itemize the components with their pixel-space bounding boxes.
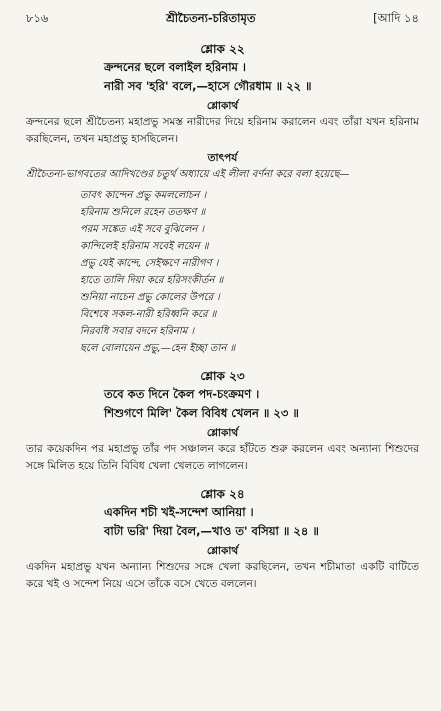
quote-line: কান্দিলেই হরিনাম সবেই লয়েন ॥ bbox=[80, 241, 209, 252]
quote-line: শুনিয়া নাচেন প্রভু কোলের উপরে । bbox=[80, 292, 220, 303]
quote-line: হাতে তালি দিয়া করে হরিসংকীর্তন ॥ bbox=[80, 275, 224, 286]
purport-label: তাৎপর্য bbox=[207, 152, 238, 164]
quote-line: বিশেষে সকল-নারী হরিধ্বনি করে ॥ bbox=[80, 309, 217, 320]
page-header bbox=[26, 10, 419, 32]
sloka-23-line-2: শিশুগণে মিলি' কৈল বিবিধ খেলন ॥ ২৩ ॥ bbox=[104, 406, 299, 420]
quote-line: প্রভু যেই কান্দে, সেইক্ষণে নারীগণ । bbox=[80, 258, 219, 269]
quote-line: ছলে বোলায়েন প্রভু,—হেন ইচ্ছা তান ॥ bbox=[80, 343, 236, 354]
section-label: [আদি ১৪ bbox=[373, 11, 419, 25]
sloka-22-translation: ক্রন্দনের ছলে শ্রীচৈতন্য মহাপ্রভু সমস্ত নারীদের দিয়ে হরিনাম করালেন এবং তাঁরা যখন হরিনাম করছিলেন, তখন মহাপ্রভু হাসছিলেন। bbox=[26, 116, 419, 145]
sloka-24-heading: শ্লোক ২৪ bbox=[200, 487, 245, 501]
quote-line: পরম সঙ্কেত এই সবে বুঝিলেন । bbox=[80, 224, 205, 235]
sloka-22-line-2: নারী সব 'হরি' বলে,—হাসে গৌরধাম ॥ ২২ ॥ bbox=[104, 79, 312, 93]
sloka-24-translation-label: শ্লোকার্থ bbox=[206, 545, 239, 557]
sloka-23-heading: শ্লোক ২৩ bbox=[200, 369, 245, 383]
sloka-23-line-1: তবে কত দিনে কৈল পদ-চংক্রমণ । bbox=[104, 387, 260, 401]
sloka-23-translation-label: শ্লোকার্থ bbox=[206, 427, 239, 439]
book-title: শ্রীচৈতন্য-চরিতামৃত bbox=[166, 11, 256, 25]
sloka-24-line-1: একদিন শচী খই-সন্দেশ আনিয়া । bbox=[104, 505, 254, 519]
sloka-22-heading: শ্লোক ২২ bbox=[200, 42, 245, 56]
quote-line: তাবৎ কান্দেন প্রভু কমললোচন । bbox=[80, 190, 207, 201]
sloka-22-translation-label: শ্লোকার্থ bbox=[206, 100, 239, 112]
purport-intro: শ্রীচৈতন্য-ভাগবতের আদিখণ্ডের চতুর্থ অধ্যায়ে এই লীলা বর্ণনা করে বলা হয়েছে— bbox=[26, 169, 350, 180]
sloka-24-line-2: বাটা ভরি' দিয়া বৈল,—খাও ত' বসিয়া ॥ ২৪ ॥ bbox=[104, 524, 319, 538]
sloka-22-line-1: ক্রন্দনের ছলে বলাইল হরিনাম । bbox=[104, 60, 247, 74]
sloka-24-translation: একদিন মহাপ্রভু যখন অন্যান্য শিশুদের সঙ্গে খেলা করছিলেন, তখন শচীমাতা একটি বাটিতে করে খই ও সন্দেশ নিয়ে এসে তাঁকে বসে খেতে বললেন। bbox=[26, 561, 419, 590]
quote-line: নিরবধি সবার বদনে হরিনাম । bbox=[80, 326, 195, 337]
quote-line: হরিনাম শুনিলে রহেন ততক্ষণ ॥ bbox=[80, 207, 206, 218]
page-number: ৮১৬ bbox=[26, 11, 49, 25]
purport-quote bbox=[26, 187, 419, 357]
sloka-23-translation: তার কয়েকদিন পর মহাপ্রভু তাঁর পদ সঞ্চালন করে হাঁটতে শুরু করলেন এবং অন্যান্য শিশুদের সঙ্গে মিলিত হয়ে তিনি বিবিধ খেলা খেলতে লাগলেন। bbox=[26, 443, 419, 472]
